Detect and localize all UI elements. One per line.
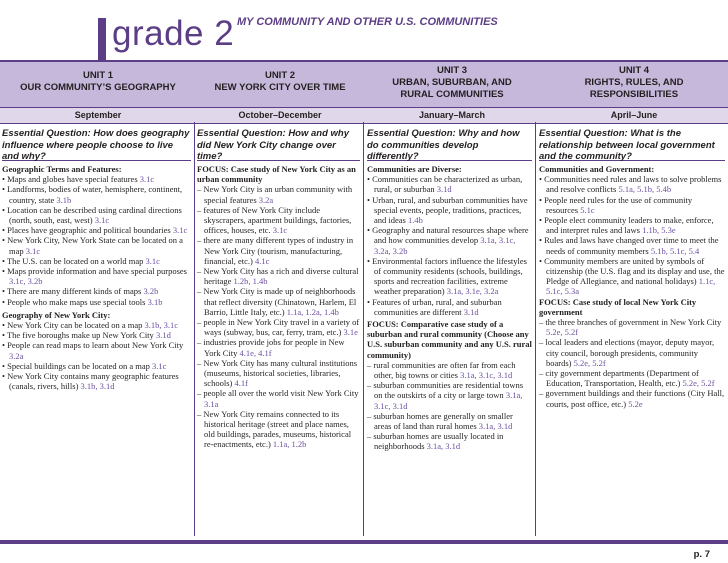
list-item-text: government buildings and their functions (City Hall, courts, post office, etc.) bbox=[545, 388, 725, 409]
standard-reference: 3.1d bbox=[436, 184, 452, 195]
standard-reference: 1.4b bbox=[408, 215, 423, 226]
standard-reference: 3.1c bbox=[152, 360, 167, 371]
list-item bbox=[367, 256, 532, 297]
standard-reference: 5.2e, 5.2f bbox=[573, 357, 606, 368]
column-divider bbox=[535, 122, 536, 536]
unit-3-focus-heading: FOCUS: Comparative case study of a suburban and rural community (Choose any U.S. suburban community and any U.S. rural community) bbox=[367, 319, 532, 360]
unit-3-column bbox=[367, 124, 532, 536]
list-item-text: New York City can be located on a map bbox=[7, 320, 143, 331]
unit-2-title: NEW YORK CITY OVER TIME bbox=[214, 82, 346, 93]
list-item-text: New York City is an urban community with special features bbox=[203, 184, 353, 205]
list-item-text: suburban homes are usually located in neighborhoods bbox=[373, 431, 504, 452]
list-item bbox=[367, 297, 532, 317]
list-item-text: Community members are united by symbols of citizenship (the U.S. flag and its display and use, the Pledge of Allegiance, and national holidays) bbox=[544, 255, 725, 287]
list-item bbox=[539, 174, 725, 194]
standard-reference: 3.1c bbox=[145, 255, 160, 266]
standard-reference: 4.1e, 4.1f bbox=[239, 347, 272, 358]
standard-reference: 3.1a, 3.1c, 3.1d bbox=[374, 390, 523, 411]
standard-reference: 3.1c bbox=[94, 215, 110, 226]
list-item bbox=[2, 297, 191, 307]
list-item bbox=[367, 411, 532, 431]
unit-2-months: October–December bbox=[238, 110, 322, 120]
unit-4-essential-question: Essential Question: What is the relationship between local government and the community? bbox=[539, 124, 725, 161]
standard-reference: 3.1e bbox=[343, 327, 358, 338]
list-item bbox=[539, 337, 725, 368]
list-item-text: Rules and laws have changed over time to meet the needs of community members bbox=[544, 235, 719, 256]
standard-reference: 3.1c, 3.2b bbox=[9, 276, 43, 287]
list-item-text: New York City remains connected to its historical heritage (street and place names, old buildings, parades, museums, historical re-enactments, etc.) bbox=[203, 408, 352, 450]
list-item-text: rural communities are often far from each other, big towns or cities bbox=[373, 359, 516, 381]
page-title: MY COMMUNITY AND OTHER U.S. COMMUNITIES bbox=[237, 16, 498, 28]
unit-4-months: April–June bbox=[610, 110, 658, 120]
list-item bbox=[539, 215, 725, 235]
list-item-text: New York City has many cultural institutions (museums, historical societies, libraries, schools) bbox=[203, 357, 358, 389]
unit-header-band bbox=[0, 60, 728, 109]
unit-3-list-2 bbox=[367, 360, 532, 452]
standard-reference: 1.1a, 1.2a, 1.4b bbox=[286, 306, 339, 317]
unit-2-list-1 bbox=[197, 184, 360, 449]
list-item-text: there are many different types of industry in New York City (tourism, manufacturing, financial, etc.) bbox=[203, 235, 354, 266]
list-item-text: Landforms, bodies of water, hemisphere, continent, country, state bbox=[7, 184, 183, 205]
grade-tab-accent bbox=[98, 18, 106, 60]
standard-reference: 5.1b, 5.1c, 5.4 bbox=[650, 245, 700, 256]
standard-reference: 3.2a bbox=[258, 194, 274, 205]
standard-reference: 4.1f bbox=[234, 378, 248, 389]
list-item-text: Geography and natural resources shape where and how communities develop bbox=[372, 225, 529, 246]
list-item bbox=[2, 256, 191, 266]
unit-4-section-heading: Communities and Government: bbox=[539, 164, 655, 174]
list-item bbox=[367, 225, 532, 256]
list-item bbox=[197, 286, 360, 317]
unit-1-number: UNIT 1 bbox=[82, 70, 114, 81]
list-item bbox=[2, 205, 191, 225]
list-item bbox=[539, 256, 725, 297]
list-item bbox=[2, 174, 191, 184]
list-item bbox=[539, 317, 725, 337]
list-item-text: Urban, rural, and suburban communities have special events, people, traditions, practices, and ideas bbox=[372, 194, 528, 226]
list-item-text: Location can be described using cardinal directions (north, south, east, west) bbox=[7, 204, 182, 226]
unit-4-list-2 bbox=[539, 317, 725, 409]
list-item-text: people all over the world visit New York City bbox=[203, 388, 359, 399]
unit-4-number: UNIT 4 bbox=[618, 65, 650, 76]
unit-4-column bbox=[539, 124, 725, 536]
list-item bbox=[2, 371, 191, 391]
column-divider bbox=[194, 122, 195, 536]
list-item bbox=[197, 358, 360, 389]
standard-reference: 1.1c, 5.1c, 5.3a bbox=[546, 276, 716, 297]
list-item bbox=[197, 266, 360, 286]
list-item bbox=[539, 388, 725, 408]
list-item bbox=[367, 195, 532, 226]
unit-4-header bbox=[540, 65, 728, 112]
list-item bbox=[2, 235, 191, 255]
standard-reference: 3.2a bbox=[9, 350, 24, 361]
footer-rule bbox=[0, 540, 728, 544]
unit-2-essential-question: Essential Question: How and why did New York City change over time? bbox=[197, 124, 360, 161]
standard-reference: 5.2e, 5.2f bbox=[682, 378, 715, 389]
list-item-text: People who make maps use special tools bbox=[7, 296, 146, 307]
list-item-text: Communities can be characterized as urban, rural, or suburban bbox=[372, 174, 523, 195]
unit-3-header bbox=[364, 65, 540, 112]
unit-1-section-heading: Geographic Terms and Features: bbox=[2, 164, 122, 174]
months-band bbox=[0, 107, 728, 124]
list-item bbox=[2, 184, 191, 204]
grade-title: grade 2 bbox=[112, 14, 235, 53]
standard-reference: 3.1a, 3.1c, 3.1d bbox=[460, 370, 513, 381]
list-item bbox=[2, 286, 191, 296]
standard-reference: 4.1c bbox=[254, 255, 270, 266]
list-item bbox=[197, 235, 360, 266]
list-item bbox=[197, 184, 360, 204]
list-item-text: People elect community leaders to make, enforce, and interpret rules and laws bbox=[544, 215, 714, 236]
standard-reference: 5.1a, 5.1b, 5.4b bbox=[618, 184, 672, 195]
list-item bbox=[197, 317, 360, 337]
standard-reference: 3.2b bbox=[143, 286, 159, 297]
standard-reference: 3.1b, 3.1c bbox=[144, 320, 179, 331]
unit-4-focus-heading: FOCUS: Case study of local New York City government bbox=[539, 296, 697, 317]
list-item bbox=[539, 195, 725, 215]
list-item bbox=[2, 340, 191, 360]
list-item bbox=[539, 368, 725, 388]
unit-3-number: UNIT 3 bbox=[436, 65, 468, 76]
standard-reference: 3.1b bbox=[147, 296, 163, 307]
list-item-text: Maps provide information and have special purposes bbox=[7, 266, 187, 277]
list-item-text: Places have geographic and political boundaries bbox=[7, 225, 171, 236]
unit-4-title: RIGHTS, RULES, AND RESPONSIBILITIES bbox=[584, 77, 684, 100]
unit-1-list-1 bbox=[2, 174, 191, 307]
list-item bbox=[2, 361, 191, 371]
list-item-text: Features of urban, rural, and suburban communities are different bbox=[372, 296, 502, 317]
list-item bbox=[367, 174, 532, 194]
unit-3-title: URBAN, SUBURBAN, AND RURAL COMMUNITIES bbox=[392, 77, 512, 100]
list-item bbox=[2, 330, 191, 340]
standard-reference: 5.2e bbox=[628, 398, 643, 409]
list-item-text: people in New York City travel in a variety of ways (subway, bus, car, ferry, tram, etc.) bbox=[203, 317, 360, 338]
unit-4-list-1 bbox=[539, 174, 725, 296]
list-item-text: New York City, New York State can be located on a map bbox=[7, 235, 183, 256]
list-item-text: the three branches of government in New York City bbox=[545, 317, 722, 328]
unit-2-number: UNIT 2 bbox=[264, 70, 296, 81]
list-item bbox=[197, 409, 360, 450]
standard-reference: 1.1a, 1.2b bbox=[272, 439, 307, 450]
standard-reference: 3.1d bbox=[155, 330, 171, 341]
unit-1-column bbox=[2, 124, 191, 536]
list-item-text: New York City contains many geographic features (canals, rivers, hills) bbox=[7, 371, 179, 392]
list-item-text: People can read maps to learn about New York City bbox=[7, 340, 184, 351]
list-item-text: Communities need rules and laws to solve problems and resolve conflicts bbox=[544, 174, 722, 195]
page-number: p. 7 bbox=[693, 549, 710, 560]
unit-1-section-heading: Geography of New York City: bbox=[2, 309, 111, 320]
standard-reference: 1.1b, 5.3e bbox=[642, 225, 676, 236]
unit-3-months: January–March bbox=[418, 110, 486, 120]
unit-1-title: OUR COMMUNITY’S GEOGRAPHY bbox=[20, 82, 176, 93]
standard-reference: 3.1d bbox=[463, 306, 479, 317]
list-item-text: The U.S. can be located on a world map bbox=[6, 255, 144, 266]
list-item-text: suburban homes are generally on smaller areas of land than rural homes bbox=[373, 410, 513, 432]
standard-reference: 3.1c bbox=[272, 225, 288, 236]
standard-reference: 3.1a, 3.1d bbox=[426, 441, 461, 452]
standard-reference: 3.1a, 3.1c, 3.2a, 3.2b bbox=[374, 235, 516, 256]
list-item bbox=[2, 266, 191, 286]
standard-reference: 3.1c bbox=[139, 174, 155, 185]
list-item-text: Maps and globes have special features bbox=[7, 174, 138, 185]
list-item bbox=[2, 225, 191, 235]
list-item bbox=[539, 235, 725, 255]
standard-reference: 3.1b, 3.1d bbox=[80, 381, 115, 392]
list-item bbox=[197, 205, 360, 236]
list-item-text: suburban communities are residential towns on the outskirts of a city or large town bbox=[373, 380, 524, 401]
list-item-text: People need rules for the use of community resources bbox=[544, 194, 693, 215]
standard-reference: 3.1a, 3.1d bbox=[478, 421, 513, 432]
list-item-text: New York City is made up of neighborhoods that reflect diversity (Chinatown, Harlem, El Barrio, Little Italy, etc.) bbox=[203, 286, 357, 317]
list-item-text: industries provide jobs for people in New York City bbox=[203, 337, 345, 358]
standard-reference: 3.1a bbox=[204, 398, 219, 409]
list-item-text: Environmental factors influence the lifestyles of community residents (schools, buildings, sports and recreation facilities, extreme weather preparation) bbox=[372, 255, 527, 297]
unit-2-focus-heading: FOCUS: Case study of New York City as an urban community bbox=[197, 164, 356, 185]
list-item-text: The five boroughs make up New York City bbox=[6, 330, 154, 341]
unit-1-essential-question: Essential Question: How does geography influence where people choose to live and why? bbox=[2, 124, 191, 161]
list-item-text: There are many different kinds of maps bbox=[6, 286, 142, 297]
standard-reference: 5.2e, 5.2f bbox=[546, 327, 579, 338]
list-item bbox=[367, 431, 532, 451]
list-item-text: city government departments (Department of Education, Transportation, Health, etc.) bbox=[545, 368, 699, 389]
unit-3-essential-question: Essential Question: Why and how do communities develop differently? bbox=[367, 124, 532, 161]
standard-reference: 1.2b, 1.4b bbox=[233, 276, 268, 287]
unit-1-months: September bbox=[74, 110, 122, 120]
list-item bbox=[367, 380, 532, 411]
standard-reference: 3.1c bbox=[25, 245, 41, 256]
standard-reference: 5.1c bbox=[580, 204, 595, 215]
unit-3-section-heading: Communities are Diverse: bbox=[367, 164, 462, 174]
list-item-text: local leaders and elections (mayor, deputy mayor, city council, borough presidents, community boards) bbox=[545, 337, 715, 368]
list-item-text: features of New York City include skyscrapers, apartment buildings, factories, offices, houses, etc. bbox=[203, 204, 352, 236]
standard-reference: 3.1b bbox=[56, 194, 72, 205]
column-divider bbox=[363, 122, 364, 536]
unit-1-list-2 bbox=[2, 320, 191, 391]
unit-3-list-1 bbox=[367, 174, 532, 317]
standard-reference: 3.1c bbox=[172, 225, 188, 236]
list-item bbox=[2, 320, 191, 330]
list-item-text: Special buildings can be located on a map bbox=[7, 360, 150, 371]
list-item bbox=[197, 337, 360, 357]
list-item bbox=[197, 388, 360, 408]
list-item-text: New York City has a rich and diverse cultural heritage bbox=[203, 266, 359, 287]
unit-2-column bbox=[197, 124, 360, 536]
list-item bbox=[367, 360, 532, 380]
standard-reference: 3.1a, 3.1e, 3.2a bbox=[446, 286, 499, 297]
